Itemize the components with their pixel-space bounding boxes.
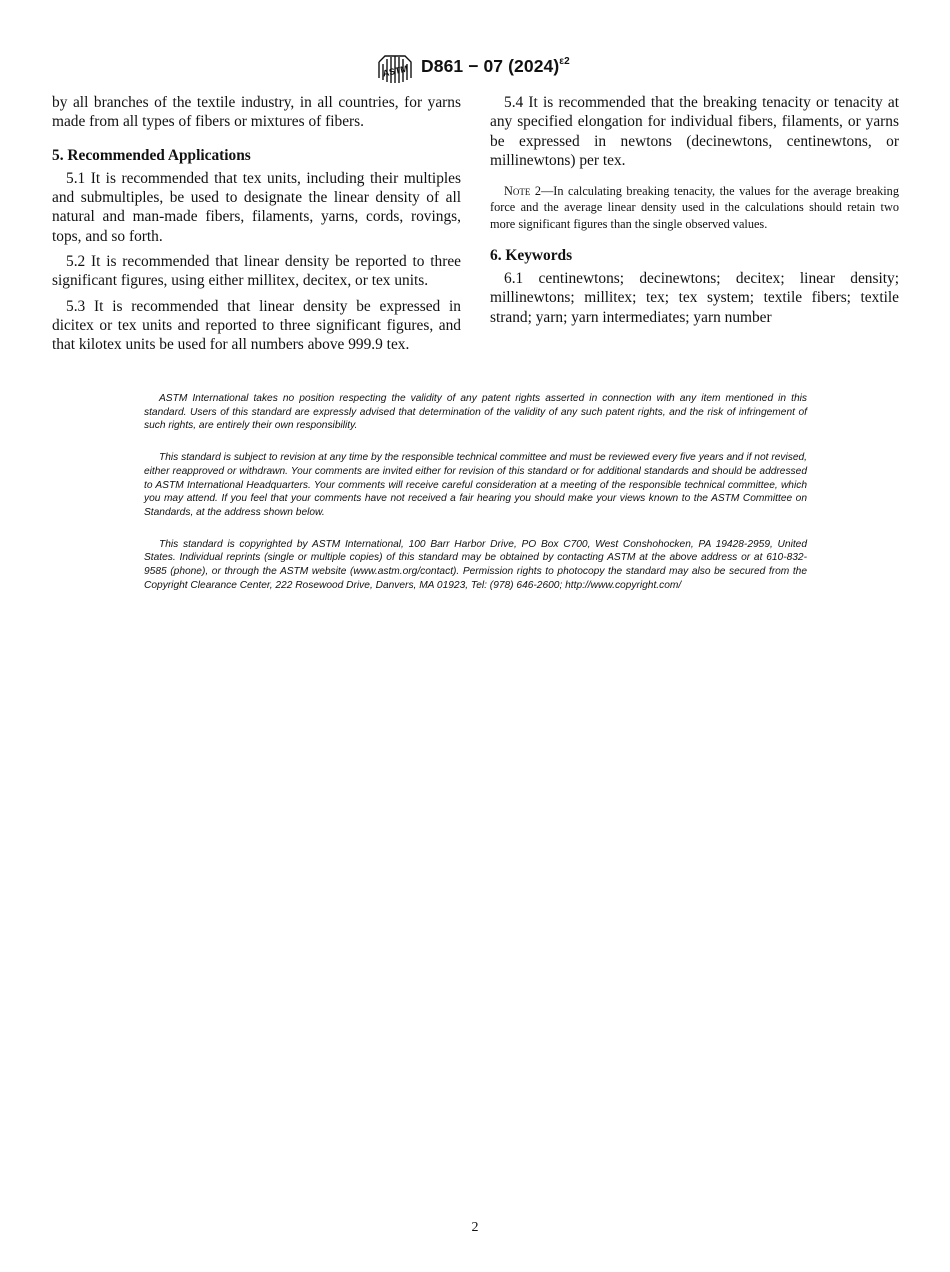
designation-text: D861 − 07 (2024) <box>421 56 560 76</box>
note-2-label: Note 2 <box>504 184 541 199</box>
section-5-heading: 5. Recommended Applications <box>52 146 251 164</box>
revision-notice: This standard is subject to revision at any time by the responsible technical committee and must be reviewed every five years and if not revised, either reapproved or withdrawn. Your comments are invited either for revision of this standard or for additional standards and should be addressed to ASTM International Headquarters. Your comments will receive careful consideration at a meeting of the responsible technical committee, which you may attend. If you feel that your comments have not received a fair hearing you should make your views known to the ASTM Committee on Standards, at the address shown below. <box>144 452 807 518</box>
legal-footer <box>144 392 807 610</box>
left-column <box>52 93 461 361</box>
epsilon-superscript: ε2 <box>559 56 570 68</box>
note-2-text: —In calculating breaking tenacity, the values for the average breaking force and the average linear density used in the calculations should retain two more significant figures than the single observed values. <box>490 184 899 231</box>
section-6-heading: 6. Keywords <box>490 246 573 264</box>
page-header <box>0 52 950 86</box>
standard-designation <box>421 56 570 77</box>
patent-notice: ASTM International takes no position respecting the validity of any patent rights asserted in connection with any item mentioned in this standard. Users of this standard are expressly advised that determination of the validity of any such patent rights, and the risk of infringement of such rights, are entirely their own responsibility. <box>144 393 807 432</box>
paragraph-5-2: 5.2 It is recommended that linear density be reported to three significant figures, using either millitex, decitex, or tex units. <box>52 253 461 290</box>
copyright-notice: This standard is copyrighted by ASTM International, 100 Barr Harbor Drive, PO Box C700, West Conshohocken, PA 19428-2959, United States. Individual reprints (single or multiple copies) of this standard may be obtained by contacting ASTM at the above address or at 610-832-9585 (phone), or through the ASTM website (www.astm.org/contact). Permission rights to photocopy the standard may also be secured from the Copyright Clearance Center, 222 Rosewood Drive, Danvers, MA 01923, Tel: (978) 646-2600; http://www.copyright.com/ <box>144 538 807 591</box>
astm-logo-icon <box>376 52 414 84</box>
continuation-paragraph: by all branches of the textile industry, in all countries, for yarns made from all types of fibers or mixtures of fibers. <box>52 94 461 131</box>
note-2 <box>490 183 899 232</box>
paragraph-5-4: 5.4 It is recommended that the breaking tenacity or tenacity at any specified elongation for individual fibers, filaments, or yarns be expressed in newtons (decinewtons, centinewtons, or millinewtons) per tex. <box>490 94 899 169</box>
paragraph-5-1: 5.1 It is recommended that tex units, including their multiples and submultiples, be used to designate the linear density of all natural and man-made fibers, filaments, yarns, cords, rovings, tops, and so forth. <box>52 169 461 245</box>
paragraph-6-1: 6.1 centinewtons; decinewtons; decitex; linear density; millinewtons; millitex; tex; tex system; textile fibers; textile strand; yarn; yarn intermediates; yarn number <box>490 270 899 326</box>
svg-text:ASTM: ASTM <box>381 63 409 79</box>
page-number: 2 <box>471 1220 479 1235</box>
right-column <box>490 93 899 333</box>
paragraph-5-3: 5.3 It is recommended that linear density be expressed in dicitex or tex units and reported to three significant figures, and that kilotex units be used for all numbers above 999.9 tex. <box>52 297 461 354</box>
